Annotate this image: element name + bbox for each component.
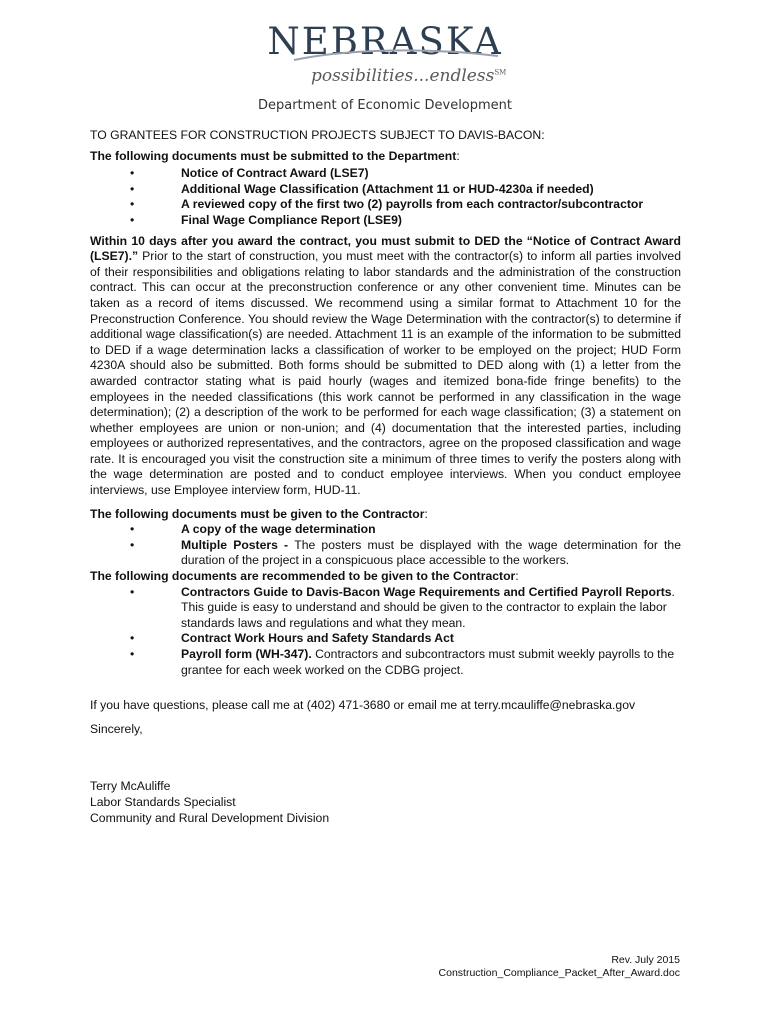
bullet-icon: • <box>130 584 135 599</box>
logo-tagline <box>311 66 506 86</box>
bullet-icon: • <box>130 212 135 227</box>
list-item-text: The posters must be displayed with the wage determination for the duration of the project in a conspicuous place accessible to the workers. <box>181 537 681 568</box>
list-item-title: A copy of the wage determination <box>181 522 376 537</box>
logo-swoosh-icon <box>292 46 502 66</box>
list-item-title: Contract Work Hours and Safety Standards Act <box>181 631 454 646</box>
list-item <box>90 522 681 538</box>
recommended-heading <box>90 569 681 585</box>
submit-heading-colon: : <box>456 148 460 163</box>
submit-heading-text: The following documents must be submitted to the Department <box>90 148 457 163</box>
revision-date: Rev. July 2015 <box>611 954 680 966</box>
bullet-icon: • <box>130 522 135 537</box>
signer-name: Terry McAuliffe <box>90 779 171 794</box>
logo-wordmark: NEBRASKA <box>267 20 503 63</box>
recommended-list <box>90 585 681 679</box>
given-list <box>90 522 681 569</box>
letter-body <box>90 128 681 826</box>
submit-heading <box>90 149 681 165</box>
tagline-text: possibilities...endless <box>311 66 495 86</box>
list-item-text: Notice of Contract Award (LSE7) <box>181 166 369 181</box>
bullet-icon: • <box>130 631 135 646</box>
bullet-icon: • <box>130 181 135 196</box>
recommended-heading-colon: : <box>515 569 519 584</box>
list-item <box>90 197 681 213</box>
contact-line: If you have questions, please call me at (402) 471-3680 or email me at terry.mcauliffe@nebraska.gov <box>90 698 636 713</box>
signer-title: Labor Standards Specialist <box>90 794 236 809</box>
list-item <box>90 647 681 678</box>
submit-list <box>90 166 681 228</box>
list-item-text: . This guide is easy to understand and should be given to the contractor to explain the labor standards laws and regulations and what they mean. <box>181 584 675 630</box>
list-item-title: Multiple Posters - <box>181 537 295 552</box>
department-name: Department of Economic Development <box>257 98 513 113</box>
given-heading-text: The following documents must be given to the Contractor <box>90 506 425 521</box>
bullet-icon: • <box>130 197 135 212</box>
bullet-icon: • <box>130 647 135 661</box>
list-item <box>90 585 681 632</box>
list-item <box>90 213 681 229</box>
bullet-icon: • <box>130 166 135 181</box>
list-item-text: Additional Wage Classification (Attachment 11 or HUD-4230a if needed) <box>181 181 594 196</box>
instructions-text: Prior to the start of construction, you must meet with the contractor(s) to inform all parties involved of their responsibilities and obligations relating to labor standards and the administration of the construction contract. This can occur at the preconstruction conference or any other convenient time. Minutes can be taken as a record of items discussed. We recommend using a similar format to Attachment 10 for the Preconstruction Conference. You should review the Wage Determination with the contractor(s) to determine if additional wage classification(s) are needed. Attachment 11 is an example of the information to be submitted to DED if a wage determination lacks a classification of worker to be employed on the project; HUD Form 4230A should also be submitted. Both forms should be submitted to DED along with (1) a letter from the awarded contractor stating what is paid hourly (wages and itemized bona-fide fringe benefits) to the employees in the needed classifications (this work cannot be performed in any classification in the wage determination); (2) a description of the work to be performed for each wage classification; (3) a statement on whether employees are union or non-union; and (4) documentation that the interested parties, including employees or authorized representatives, and the contractors, agree on the proposed classification and wage rate. It is encouraged you visit the construction site a minimum of three times to verify the posters along with the wage determination are posted and to conduct employee interviews. When you conduct employee interviews, use Employee interview form, HUD-11. <box>90 249 681 498</box>
instructions-paragraph <box>90 234 681 499</box>
list-item-text: Contractors and subcontractors must submit weekly payrolls to the grantee for each week worked on the CDBG project. <box>181 647 675 677</box>
given-heading-colon: : <box>424 506 428 521</box>
signer-division: Community and Rural Development Division <box>90 810 330 825</box>
list-item-text: Final Wage Compliance Report (LSE9) <box>181 212 402 227</box>
list-item <box>90 166 681 182</box>
file-name: Construction_Compliance_Packet_After_Award.doc <box>438 967 680 979</box>
instructions-lead: Within 10 days after you award the contract, you must submit to DED the “Notice of Contract Award (LSE7).” <box>90 233 681 264</box>
bullet-icon: • <box>130 537 135 552</box>
service-mark: SM <box>494 68 507 77</box>
list-item <box>90 631 681 647</box>
document-footer <box>439 954 680 980</box>
salutation: TO GRANTEES FOR CONSTRUCTION PROJECTS SUBJECT TO DAVIS-BACON: <box>90 128 545 142</box>
list-item-title: Payroll form (WH-347). <box>181 647 312 661</box>
list-item-text: A reviewed copy of the first two (2) payrolls from each contractor/subcontractor <box>181 197 644 212</box>
list-item <box>90 182 681 198</box>
closing: Sincerely, <box>90 721 143 736</box>
recommended-heading-text: The following documents are recommended to be given to the Contractor <box>90 569 516 584</box>
list-item-title: Contractors Guide to Davis-Bacon Wage Requirements and Certified Payroll Reports <box>181 584 672 599</box>
given-heading <box>90 507 681 523</box>
list-item <box>90 538 681 569</box>
